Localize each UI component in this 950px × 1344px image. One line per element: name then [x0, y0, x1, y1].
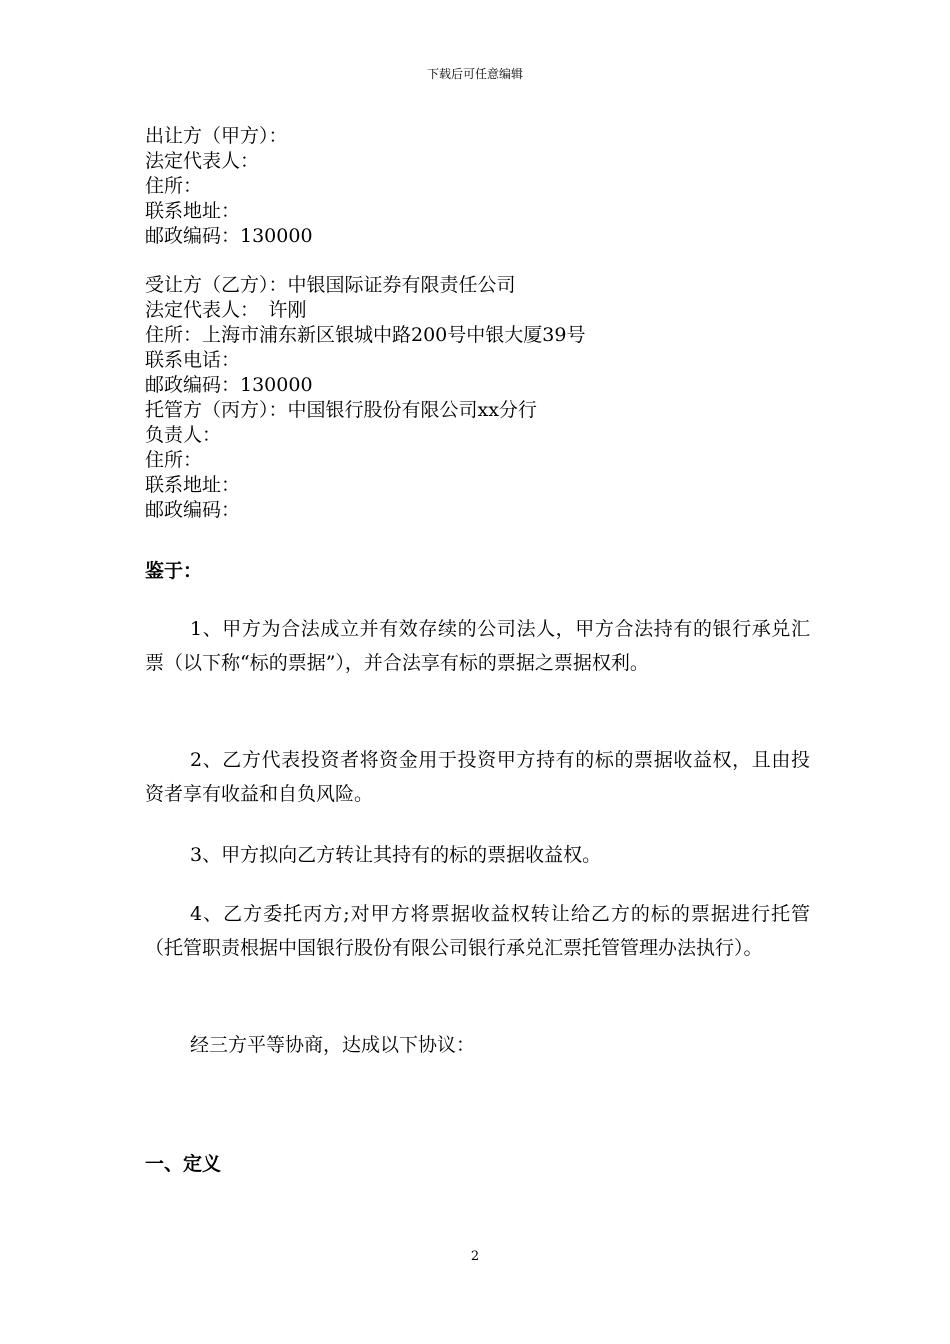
- party-c-address-line: 住所：: [145, 449, 203, 471]
- whereas-clause-4: 4、乙方委托丙方;对甲方将票据收益权转让给乙方的标的票据进行托管（托管职责根据中国银行股份有限公司银行承兑汇票托管管理办法执行）。: [145, 903, 810, 959]
- whereas-clause-1: 1、甲方为合法成立并有效存续的公司法人，甲方合法持有的银行承兑汇票（以下称“标的票据”），并合法享有标的票据之票据权利。: [145, 618, 810, 674]
- party-b-address-line: 住所：上海市浦东新区银城中路200号中银大厦39号: [145, 324, 586, 346]
- party-c-postcode-line: 邮政编码：: [145, 499, 241, 521]
- party-a-representative-line: 法定代表人：: [145, 150, 260, 172]
- party-c-responsible-line: 负责人：: [145, 424, 222, 446]
- page-header: 下载后可任意编辑: [426, 67, 523, 81]
- whereas-heading: 鉴于：: [145, 560, 203, 582]
- party-c-name-line: 托管方（丙方）：中国银行股份有限公司xx分行: [145, 399, 537, 421]
- party-b-block: [145, 273, 825, 398]
- party-a-name-line: 出让方（甲方）：: [145, 125, 288, 147]
- party-b-phone-line: 联系电话：: [145, 349, 241, 371]
- section-1-heading: 一、定义: [145, 1153, 222, 1175]
- party-a-postcode-line: 邮政编码：130000: [145, 225, 313, 247]
- page-number: 2: [470, 1249, 480, 1264]
- agreement-intro: 经三方平等协商，达成以下协议：: [190, 1034, 476, 1056]
- whereas-clause-2: 2、乙方代表投资者将资金用于投资甲方持有的标的票据收益权，且由投资者享有收益和自负风险。: [145, 749, 810, 805]
- party-b-representative-line: 法定代表人： 许刚: [145, 299, 307, 321]
- whereas-clause-3: 3、甲方拟向乙方转让其持有的标的票据收益权。: [190, 844, 602, 866]
- party-a-contact-address-line: 联系地址：: [145, 200, 241, 222]
- party-c-contact-address-line: 联系地址：: [145, 474, 241, 496]
- party-c-block: [145, 398, 825, 523]
- party-a-address-line: 住所：: [145, 175, 203, 197]
- party-a-block: [145, 124, 825, 249]
- party-b-postcode-line: 邮政编码：130000: [145, 374, 313, 396]
- party-b-name-line: 受让方（乙方）：中银国际证券有限责任公司: [145, 274, 516, 296]
